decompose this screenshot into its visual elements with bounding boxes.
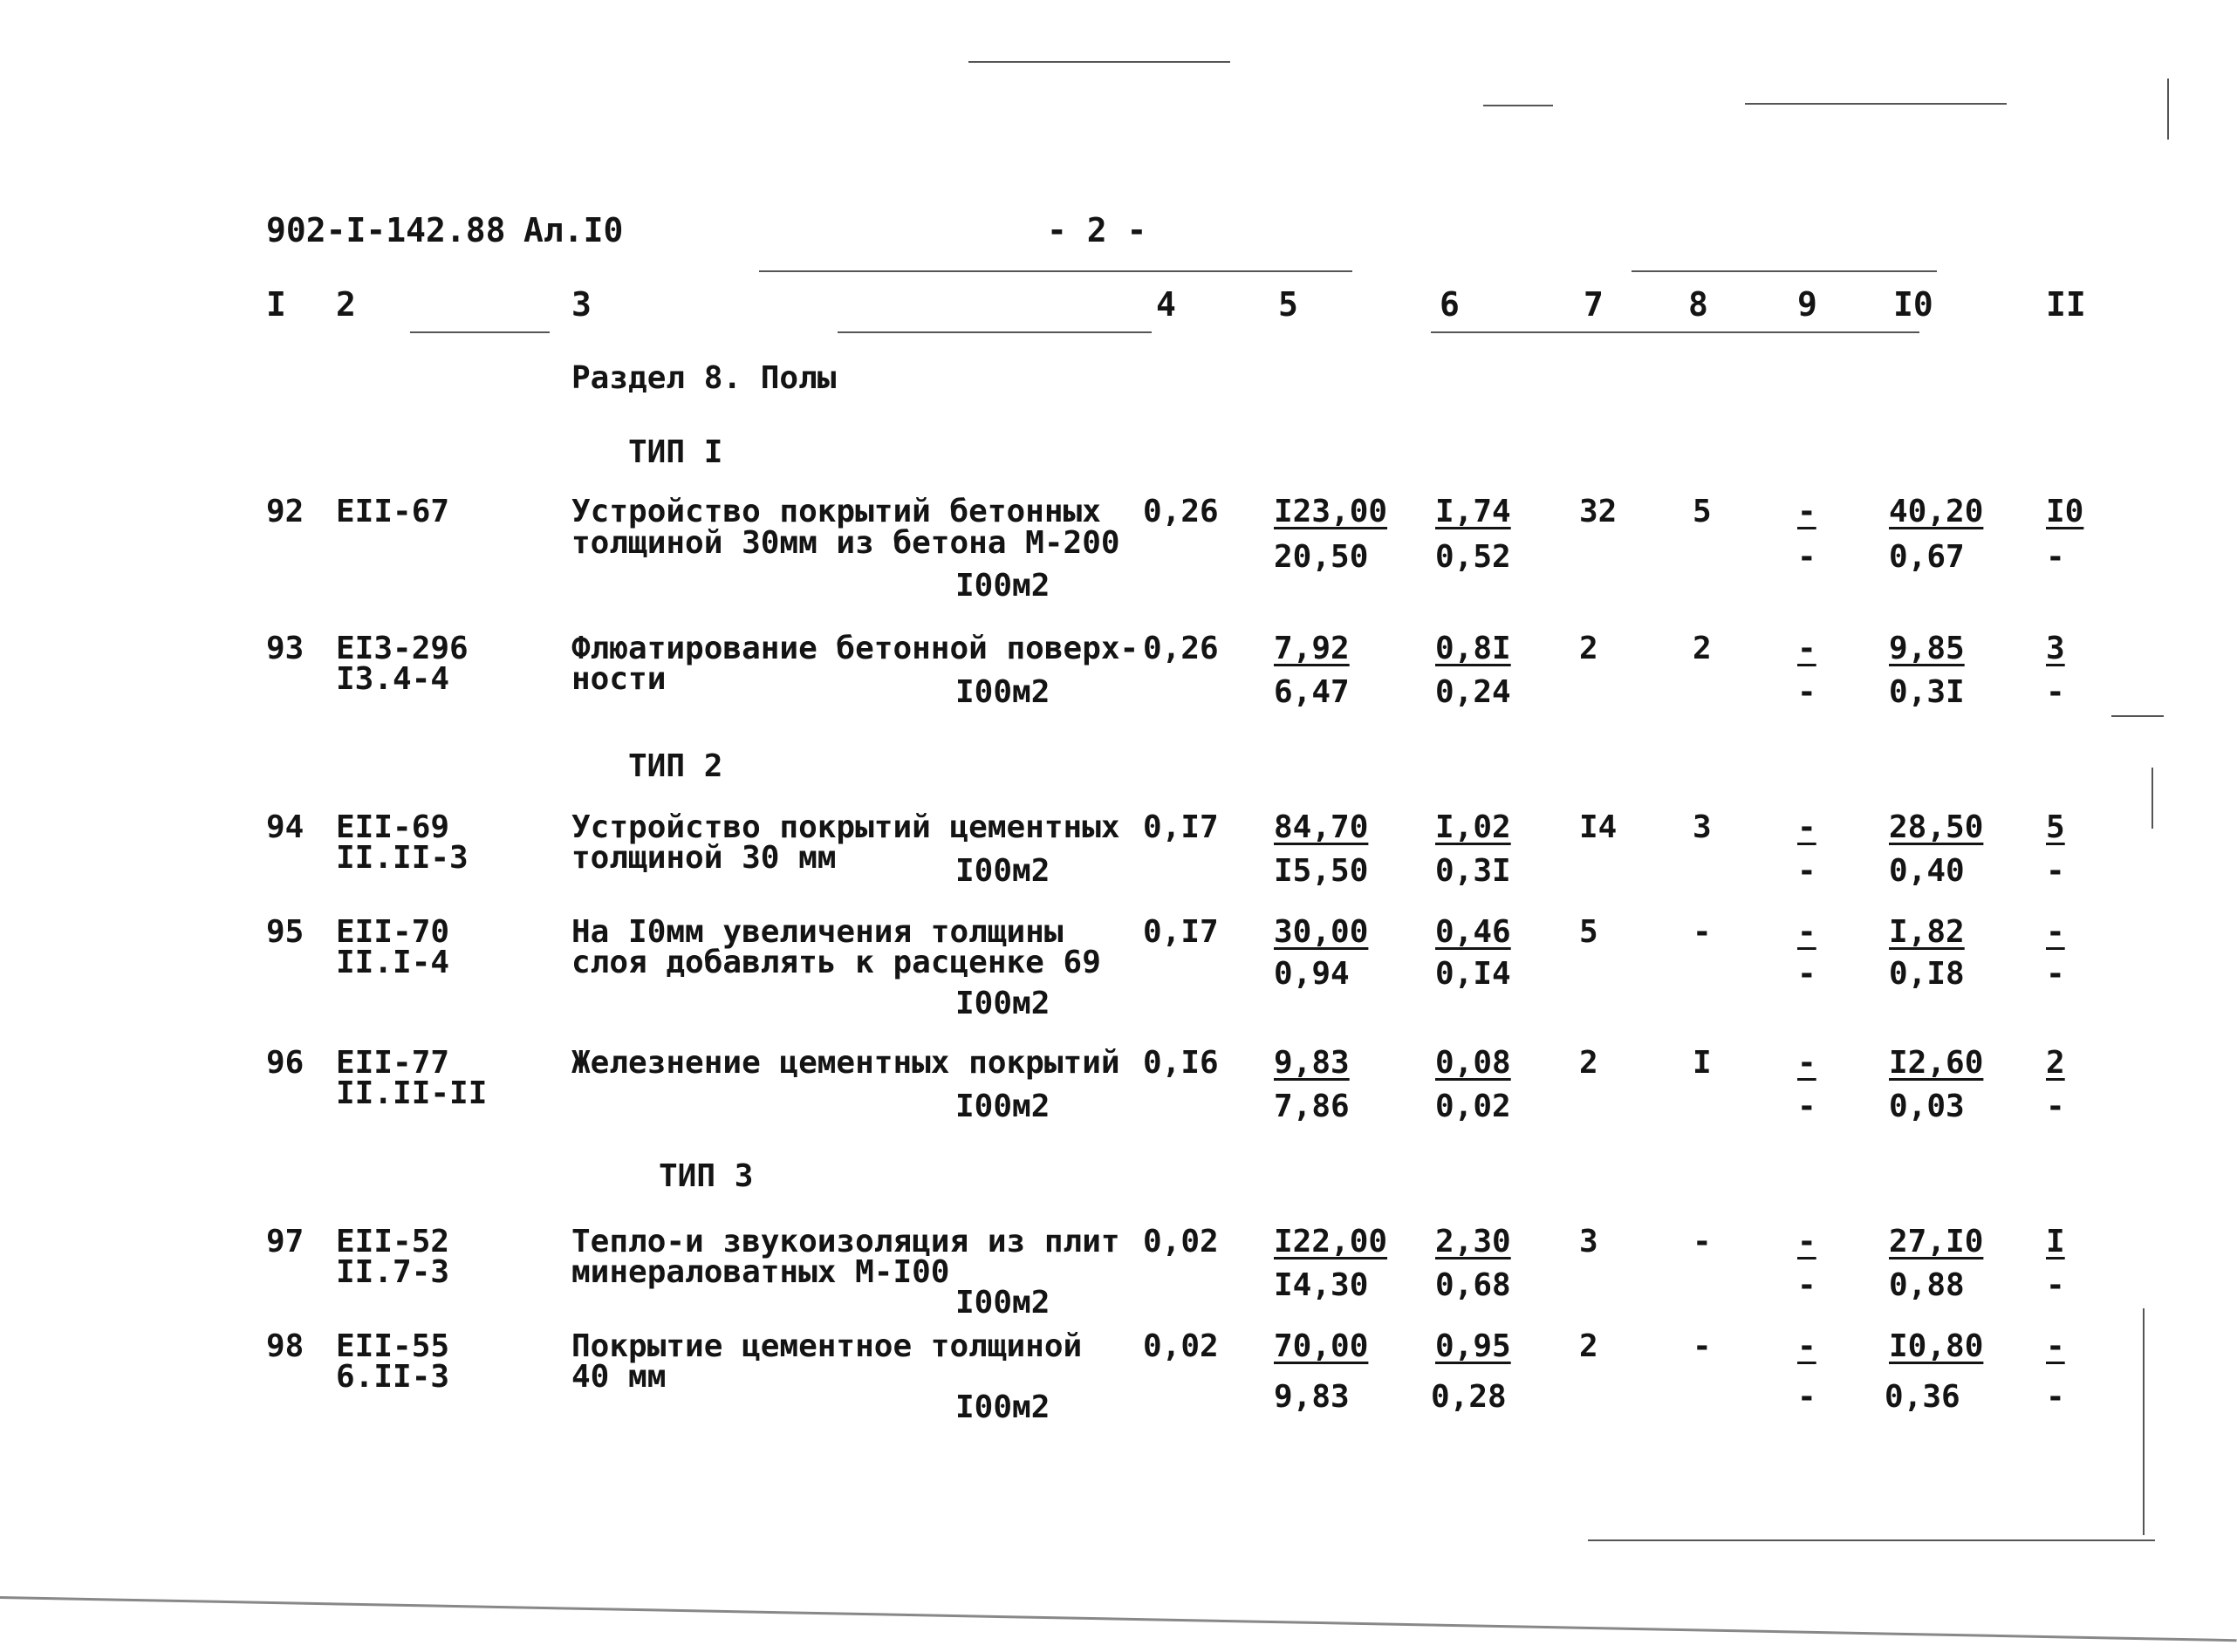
value-bottom: 0,67 — [1889, 539, 1965, 575]
scan-noise — [2167, 79, 2169, 140]
quantity: 0,I6 — [1143, 1045, 1219, 1081]
col7-value: 2 — [1579, 1328, 1598, 1364]
rate-code: II.II-3 — [336, 840, 469, 876]
value-bottom: 0,3I — [1435, 853, 1511, 889]
document-code: 902-I-142.88 — [266, 211, 506, 249]
value-bottom: 0,88 — [1889, 1267, 1965, 1303]
unit: I00м2 — [955, 986, 1050, 1021]
col7-value: 5 — [1579, 914, 1598, 950]
value-top: 40,20 — [1889, 494, 1984, 529]
value-top: 9,85 — [1889, 631, 1965, 666]
quantity: 0,I7 — [1143, 809, 1219, 845]
value-top: - — [1797, 809, 1816, 845]
scan-noise — [1745, 103, 2007, 105]
value-bottom: - — [2046, 1379, 2065, 1415]
value-bottom: - — [1797, 956, 1816, 992]
column-header: 4 — [1156, 285, 1176, 324]
col8-value: I — [1693, 1045, 1712, 1081]
value-top: I22,00 — [1274, 1224, 1388, 1259]
work-description: Устройство покрытий цементных — [571, 809, 1120, 845]
rate-code: ЕII-69 — [336, 809, 450, 845]
value-bottom: I5,50 — [1274, 853, 1369, 889]
quantity: 0,02 — [1143, 1224, 1219, 1259]
col8-value: 2 — [1693, 631, 1712, 666]
value-top: - — [1797, 914, 1816, 950]
value-top: I,02 — [1435, 809, 1511, 845]
col8-value: 5 — [1693, 494, 1712, 529]
value-top: I0,80 — [1889, 1328, 1984, 1364]
value-top: 2,30 — [1435, 1224, 1511, 1259]
value-bottom: 6,47 — [1274, 674, 1350, 710]
rate-code: ЕII-70 — [336, 914, 450, 950]
col7-value: 3 — [1579, 1224, 1598, 1259]
value-top: 2 — [2046, 1045, 2065, 1081]
row-number: 96 — [266, 1045, 304, 1081]
value-bottom: - — [1797, 853, 1816, 889]
value-top: 5 — [2046, 809, 2065, 845]
value-top: I,74 — [1435, 494, 1511, 529]
value-top: 0,8I — [1435, 631, 1511, 666]
column-header: I — [266, 285, 286, 324]
type-heading: ТИП 3 — [659, 1158, 754, 1194]
col7-value: 2 — [1579, 1045, 1598, 1081]
scan-noise — [2111, 715, 2164, 717]
value-top: I — [2046, 1224, 2065, 1259]
value-top: I0 — [2046, 494, 2084, 529]
value-bottom: 0,36 — [1885, 1379, 1960, 1415]
value-top: 28,50 — [1889, 809, 1984, 845]
column-header: 5 — [1278, 285, 1298, 324]
value-bottom: 0,I4 — [1435, 956, 1511, 992]
column-header: 3 — [571, 285, 592, 324]
col8-value: - — [1693, 1328, 1712, 1364]
column-header: 7 — [1584, 285, 1604, 324]
value-bottom: I4,30 — [1274, 1267, 1369, 1303]
value-top: 0,08 — [1435, 1045, 1511, 1081]
value-bottom: - — [2046, 956, 2065, 992]
value-bottom: - — [1797, 674, 1816, 710]
work-description: Железнение цементных покрытий — [571, 1045, 1120, 1081]
rate-code: ЕII-52 — [336, 1224, 450, 1259]
unit: I00м2 — [955, 1285, 1050, 1321]
value-top: 0,46 — [1435, 914, 1511, 950]
value-top: I23,00 — [1274, 494, 1388, 529]
value-top: - — [1797, 1045, 1816, 1081]
scan-noise — [2143, 1308, 2145, 1535]
value-bottom: 0,40 — [1889, 853, 1965, 889]
col7-value: 32 — [1579, 494, 1618, 529]
value-bottom: - — [1797, 539, 1816, 575]
column-header: I0 — [1893, 285, 1933, 324]
col7-value: 2 — [1579, 631, 1598, 666]
column-header: 8 — [1688, 285, 1708, 324]
value-bottom: 0,94 — [1274, 956, 1350, 992]
section-title: Раздел 8. Полы — [571, 360, 837, 396]
row-number: 98 — [266, 1328, 304, 1364]
value-top: 27,I0 — [1889, 1224, 1984, 1259]
column-header: II — [2046, 285, 2086, 324]
value-bottom: 9,83 — [1274, 1379, 1350, 1415]
work-description: На I0мм увеличения толщины — [571, 914, 1064, 950]
value-bottom: - — [1797, 1267, 1816, 1303]
work-description: слоя добавлять к расценке 69 — [571, 945, 1101, 980]
value-bottom: 0,68 — [1435, 1267, 1511, 1303]
value-bottom: 20,50 — [1274, 539, 1369, 575]
value-bottom: - — [1797, 1379, 1816, 1415]
value-bottom: 0,28 — [1431, 1379, 1507, 1415]
rate-code: II.II-II — [336, 1075, 488, 1111]
row-number: 94 — [266, 809, 304, 845]
work-description: Тепло-и звукоизоляция из плит — [571, 1224, 1120, 1259]
col8-value: 3 — [1693, 809, 1712, 845]
work-description: ности — [571, 661, 667, 697]
work-description: 40 мм — [571, 1359, 667, 1395]
unit: I00м2 — [955, 674, 1050, 710]
type-heading: ТИП I — [628, 434, 723, 470]
column-header: 2 — [336, 285, 356, 324]
unit: I00м2 — [955, 1389, 1050, 1425]
value-top: 30,00 — [1274, 914, 1369, 950]
value-top: - — [1797, 1224, 1816, 1259]
work-description: минераловатных М-I00 — [571, 1254, 950, 1290]
scan-noise — [1431, 331, 1919, 333]
row-number: 92 — [266, 494, 304, 529]
value-top: - — [2046, 1328, 2065, 1364]
rate-code: II.7-3 — [336, 1254, 450, 1290]
value-top: 70,00 — [1274, 1328, 1369, 1364]
rate-code: ЕII-67 — [336, 494, 450, 529]
col8-value: - — [1693, 1224, 1712, 1259]
value-bottom: - — [2046, 1089, 2065, 1124]
type-heading: ТИП 2 — [628, 748, 723, 784]
value-top: I2,60 — [1889, 1045, 1984, 1081]
rate-code: 6.II-3 — [336, 1359, 450, 1395]
scan-noise — [1483, 105, 1553, 106]
rate-code: II.I-4 — [336, 945, 450, 980]
value-bottom: 0,02 — [1435, 1089, 1511, 1124]
row-number: 95 — [266, 914, 304, 950]
column-header: 6 — [1440, 285, 1460, 324]
value-top: 84,70 — [1274, 809, 1369, 845]
value-top: 9,83 — [1274, 1045, 1350, 1081]
scan-noise — [759, 270, 1352, 272]
value-bottom: 7,86 — [1274, 1089, 1350, 1124]
value-bottom: - — [2046, 539, 2065, 575]
row-number: 97 — [266, 1224, 304, 1259]
col8-value: - — [1693, 914, 1712, 950]
value-bottom: - — [2046, 853, 2065, 889]
col7-value: I4 — [1579, 809, 1618, 845]
value-bottom: 0,24 — [1435, 674, 1511, 710]
column-header: 9 — [1797, 285, 1817, 324]
value-top: 3 — [2046, 631, 2065, 666]
scan-noise — [1632, 270, 1937, 272]
value-bottom: - — [1797, 1089, 1816, 1124]
unit: I00м2 — [955, 568, 1050, 604]
scan-noise — [838, 331, 1152, 333]
quantity: 0,02 — [1143, 1328, 1219, 1364]
row-number: 93 — [266, 631, 304, 666]
value-top: 0,95 — [1435, 1328, 1511, 1364]
quantity: 0,I7 — [1143, 914, 1219, 950]
quantity: 0,26 — [1143, 494, 1219, 529]
value-bottom: 0,52 — [1435, 539, 1511, 575]
unit: I00м2 — [955, 853, 1050, 889]
value-bottom: 0,3I — [1889, 674, 1965, 710]
rate-code: ЕII-77 — [336, 1045, 450, 1081]
work-description: толщиной 30мм из бетона М-200 — [571, 525, 1120, 561]
value-top: I,82 — [1889, 914, 1965, 950]
value-top: 7,92 — [1274, 631, 1350, 666]
value-top: - — [1797, 494, 1816, 529]
work-description: толщиной 30 мм — [571, 840, 837, 876]
value-bottom: - — [2046, 1267, 2065, 1303]
scan-noise — [1588, 1539, 2155, 1541]
work-description: Устройство покрытий бетонных — [571, 494, 1101, 529]
rate-code: ЕI3-296 — [336, 631, 469, 666]
scan-noise — [410, 331, 550, 333]
value-bottom: 0,03 — [1889, 1089, 1965, 1124]
unit: I00м2 — [955, 1089, 1050, 1124]
value-top: - — [2046, 914, 2065, 950]
rate-code: I3.4-4 — [336, 661, 450, 697]
value-bottom: 0,I8 — [1889, 956, 1965, 992]
value-top: - — [1797, 1328, 1816, 1364]
album-number: Ал.I0 — [523, 211, 624, 249]
work-description: Покрытие цементное толщиной — [571, 1328, 1083, 1364]
scan-noise — [968, 61, 1230, 63]
rate-code: ЕII-55 — [336, 1328, 450, 1364]
scan-noise — [2151, 768, 2153, 829]
value-top: - — [1797, 631, 1816, 666]
work-description: Флюатирование бетонной поверх- — [571, 631, 1139, 666]
quantity: 0,26 — [1143, 631, 1219, 666]
page-edge — [0, 1596, 2237, 1642]
value-bottom: - — [2046, 674, 2065, 710]
page-number: - 2 - — [1047, 211, 1147, 249]
